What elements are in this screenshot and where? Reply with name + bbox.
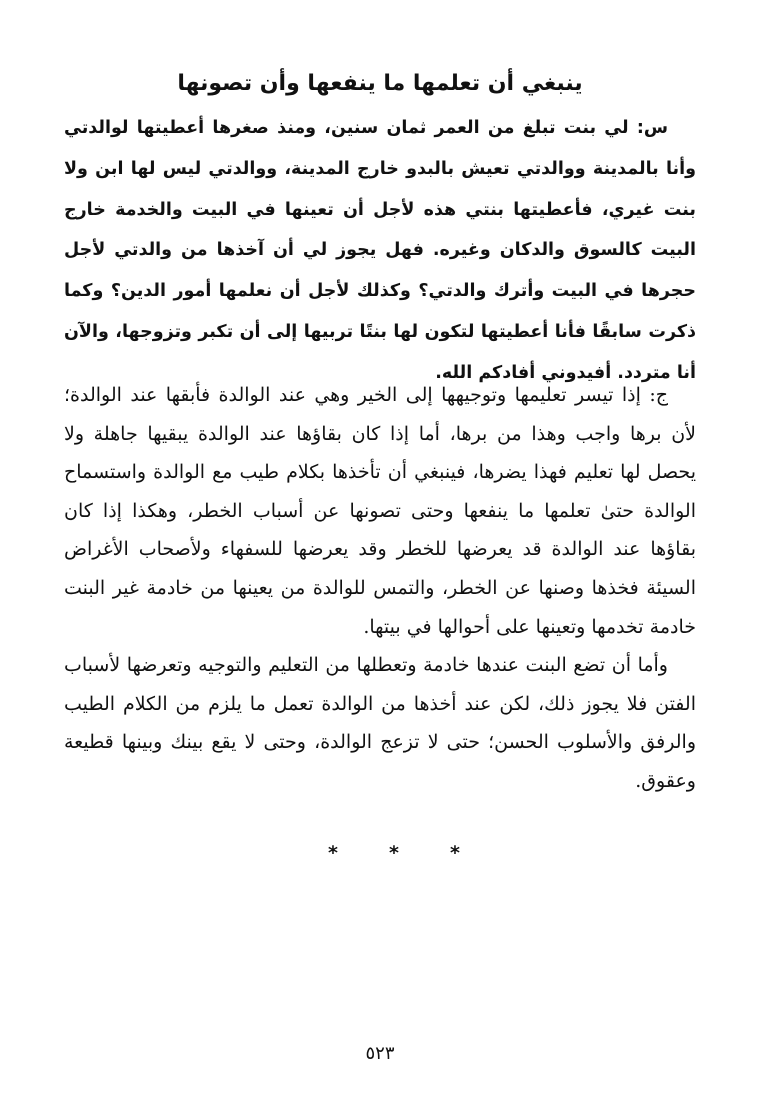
page-number: ٥٢٣ bbox=[365, 1043, 395, 1064]
answer-paragraph: ج: إذا تيسر تعليمها وتوجيهها إلى الخير وهي عند الوالدة فأبقها عند الوالدة؛ لأن برها واجب وهذا من برها، أما إذا كان بقاؤها عند الوالدة يبقيها جاهلة ولا يحصل لها تعليم فهذا يضرها، فينبغي أن تأخذها بكلام طيب مع الوالدة واستسماح الوالدة حتىٰ تعلمها ما ينفعها وحتى تصونها عن أسباب الخطر، وهكذا إذا كان بقاؤها عند الوالدة قد يعرضها للخطر وقد يعرضها للسفهاء ولأصحاب الأغراض السيئة فخذها وصنها عن الخطر، والتمس للوالدة من يعينها من خادمة غير البنت خادمة تخدمها وتعينها على أحوالها في بيتها. bbox=[64, 384, 696, 638]
separator-star: * bbox=[328, 842, 338, 864]
question-block bbox=[64, 108, 696, 394]
section-separator bbox=[0, 838, 760, 868]
answer-paragraph: وأما أن تضع البنت عندها خادمة وتعطلها من التعليم والتوجيه وتعرضها لأسباب الفتن فلا يجوز ذلك، لكن عند أخذها من الوالدة تعمل ما يلزم من الكلام الطيب والرفق والأسلوب الحسن؛ حتى لا تزعج الوالدة، وحتى لا يقع بينك وبينها قطيعة وعقوق. bbox=[64, 654, 696, 792]
separator-star: * bbox=[450, 842, 460, 864]
section-title: ينبغي أن تعلمها ما ينفعها وأن تصونها bbox=[177, 71, 583, 96]
separator-star: * bbox=[389, 842, 399, 864]
question-text: س: لي بنت تبلغ من العمر ثمان سنين، ومنذ صغرها أعطيتها لوالدتي وأنا بالمدينة ووالدتي تعيش بالبدو خارج المدينة، ووالدتي ليس لها ابن ولا بنت غيري، فأعطيتها بنتي هذه لأجل أن تعينها في البيت والخدمة خارج البيت كالسوق والدكان وغيره. فهل يجوز لي أن آخذها من والدتي لأجل حجرها في البيت وأترك والدتي؟ وكذلك لأجل أن نعلمها أمور الدين؟ وكما ذكرت سابقًا فأنا أعطيتها لتكون لها بنتًا تربيها إلى أن تكبر وتزوجها، والآن أنا متردد. أفيدوني أفادكم الله. bbox=[64, 118, 696, 383]
answer-block bbox=[64, 376, 696, 801]
